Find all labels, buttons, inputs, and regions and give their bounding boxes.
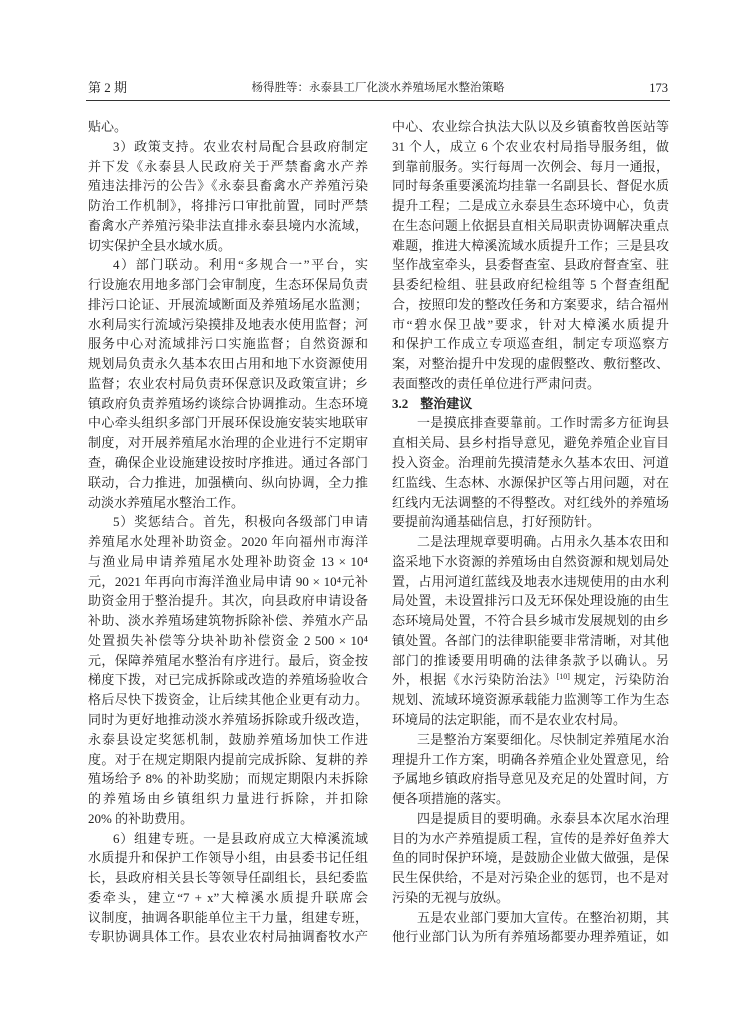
text-line: 投入资金。治理前先摸清楚永久基本农田、河道	[392, 455, 669, 471]
section-heading	[392, 394, 669, 414]
text-line: 联动，合力推进，加强横向、纵向协调，全力推	[88, 474, 368, 490]
page-number: 173	[649, 81, 668, 95]
text-line: 难题，推进大樟溪流域水质提升工作；三是县攻	[392, 237, 669, 253]
text-line: 提升工程；二是成立永泰县生态环境中心，负责	[392, 198, 669, 214]
text-line: 理提升工作方案，明确各养殖企业处置意见，给	[392, 751, 669, 767]
text-line: 殖违法排污的公告》《永泰县畜禽水产养殖污染	[88, 178, 368, 194]
text-line: 监督；农业农村局负责环保意识及政策宣讲；乡	[88, 375, 368, 391]
paragraph-suggestion-1	[392, 413, 669, 532]
running-title: 杨得胜等：永泰县工厂化淡水养殖场尾水整治策略	[251, 82, 505, 94]
text-line: 红监线、生态林、水源保护区等占用问题，对在	[392, 474, 669, 490]
text-line: 目的为水产养殖提质工程，宣传的是养好鱼养大	[392, 830, 669, 846]
text-line: 要提前沟通基础信息，打好预防针。	[392, 514, 601, 530]
text-line: 行设施农用地多部门会审制度，生态环保局负责	[88, 277, 368, 293]
text-line: 镇政府负责养殖场约谈综合协调推动。生态环境	[88, 395, 368, 411]
text-line: 元，2021 年再向市海洋渔业局申请 90 × 10⁴元补	[88, 573, 368, 589]
text-line: 永泰县设定奖惩机制，鼓励养殖场加快工作进	[88, 731, 368, 747]
text-line: 红线内无法调整的不得整改。对红线外的养殖场	[392, 494, 669, 510]
text-line: 坚作战室牵头，县委督查室、县政府督查室、驻	[392, 257, 669, 273]
text-line: 排污口论证、开展流域断面及养殖场尾水监测；	[88, 296, 368, 312]
text-line: 和保护工作成立专项巡查组，制定专项巡察方	[392, 336, 669, 352]
running-header	[86, 79, 670, 101]
text-line: 在生态问题上依据县直相关局职责协调解决重点	[392, 217, 669, 233]
text-line: 环境局的法定职能，而不是农业农村局。	[392, 711, 627, 727]
text-line: 中心牵头组织多部门开展环保设施安装实地联审	[88, 415, 368, 431]
text-line: 二是法理规章要明确。占用永久基本农田和	[417, 534, 669, 550]
text-line: 同时每条重要溪流均挂靠一名副县长、督促水质	[392, 178, 669, 194]
text-line: 表面整改的责任单位进行严肃问责。	[392, 375, 601, 391]
text-line: 三是整治方案要细化。尽快制定养殖尾水治	[417, 731, 669, 747]
text-line: 6）组建专班。一是县政府成立大樟溪流域	[113, 830, 368, 846]
text-line: 盗采地下水资源的养殖场由自然资源和规划局处	[392, 553, 669, 569]
text-line: 动淡水养殖尾水整治工作。	[88, 494, 245, 510]
text-line: 合，按照印发的整改任务和方案要求，结合福州	[392, 296, 669, 312]
section-title: 整治建议	[420, 395, 473, 411]
text-line: 殖场给予 8% 的补助奖励；而规定期限内未拆除	[88, 771, 368, 787]
text-line: 四是提质目的要明确。永泰县本次尾水治理	[417, 810, 669, 826]
text-line: 市“碧水保卫战”要求，针对大樟溪水质提升	[392, 316, 669, 332]
text-line: 梯度下拨，对已完成拆除或改造的养殖场验收合	[88, 672, 368, 688]
text-line: 他行业部门认为所有养殖场都要办理养殖证，如	[392, 929, 669, 945]
text-line: 5）奖惩结合。首先，积极向各级部门申请	[113, 514, 368, 530]
text-line: 中心、农业综合执法大队以及乡镇畜牧兽医站等	[392, 119, 669, 134]
text-line: 委牵头，建立“7 + x”大樟溪水质提升联席会	[88, 889, 368, 905]
text-line: 养殖尾水处理补助资金。2020 年向福州市海洋	[88, 534, 368, 550]
text-line: 畜禽水产养殖污染非法直排永泰县境内水流域，	[88, 217, 368, 233]
text-line: 便各项措施的落实。	[392, 791, 510, 807]
text-line: 污染的无视与放纵。	[392, 889, 510, 905]
text-line: 与渔业局申请养殖尾水处理补助资金 13 × 10⁴	[88, 553, 368, 569]
paragraph-suggestion-3	[392, 730, 669, 809]
text-line: 元，保障养殖尾水整治有序进行。最后，资金按	[88, 652, 368, 668]
text-segment: 外，根据《水污染防治法》	[392, 672, 557, 688]
text-line: 制度，对开展养殖尾水治理的企业进行不定期审	[88, 435, 368, 451]
text-line: 五是农业部门要加大宣传。在整治初期，其	[417, 909, 669, 925]
text-line-with-citation	[392, 670, 669, 690]
text-line: 规划局负责永久基本农田占用和地下水资源使用	[88, 356, 368, 372]
text-line: 服务中心对流域排污口实施监督；自然资源和	[88, 336, 368, 352]
section-number: 3.2	[392, 395, 409, 411]
text-line: 并下发《永泰县人民政府关于严禁畜禽水产养	[88, 158, 368, 174]
text-line: 水质提升和保护工作领导小组，由县委书记任组	[88, 850, 368, 866]
text-line: 到靠前服务。实行每周一次例会、每月一通报，	[392, 158, 669, 174]
text-segment: 规定，污染防治	[572, 672, 669, 688]
text-line: 31 个人，成立 6 个农业农村局指导服务组，做	[392, 138, 669, 154]
text-line: 予属地乡镇政府指导意见及充足的处置时间，方	[392, 771, 669, 787]
text-line: 3）政策支持。农业农村局配合县政府制定	[113, 138, 368, 154]
text-line: 的养殖场由乡镇组织力量进行拆除，并扣除	[88, 791, 368, 807]
issue-number: 第 2 期	[88, 80, 128, 95]
text-line: 20% 的补助费用。	[88, 810, 194, 826]
text-line: 水利局实行流域污染摸排及地表水使用监督；河	[88, 316, 368, 332]
text-line: 鱼的同时保护环境，是鼓励企业做大做强，是保	[392, 850, 669, 866]
text-line: 民生保供给，不是对污染企业的惩罚，也不是对	[392, 870, 669, 886]
text-line: 4）部门联动。利用“多规合一”平台，实	[113, 257, 368, 273]
text-line: 格后尽快下拨资金，让后续其他企业更有动力。	[88, 692, 368, 708]
text-line: 贴心。	[88, 119, 128, 134]
paragraph-department-linkage	[88, 255, 368, 512]
text-line: 部门的推诿要用明确的法律条款予以确认。另	[392, 652, 669, 668]
text-line: 一是摸底排查要靠前。工作时需多方征询县	[417, 415, 669, 431]
text-line: 防治工作机制》，将排污口审批前置，同时严禁	[88, 198, 368, 214]
text-line: 补助、淡水养殖场建筑物拆除补偿、养殖水产品	[88, 613, 368, 629]
paragraph-suggestion-5	[392, 908, 669, 948]
left-column	[88, 117, 368, 947]
text-line: 态环境局处置，不符合县乡城市发展规划的由乡	[392, 613, 669, 629]
text-line: 处置损失补偿等分块补助补偿资金 2 500 × 10⁴	[88, 632, 368, 648]
text-line: 直相关局、县乡村指导意见，避免养殖企业盲目	[392, 435, 669, 451]
text-line: 规划、流域环境资源承载能力监测等工作为生态	[392, 692, 669, 708]
text-line: 助资金用于整治提升。其次，向县政府申请设备	[88, 593, 368, 609]
text-line: 同时为更好地推动淡水养殖场拆除或升级改造，	[88, 711, 368, 727]
paragraph-continuation	[88, 117, 368, 137]
paragraph-suggestion-2	[392, 532, 669, 730]
text-line: 查，确保企业设施建设按时序推进。通过各部门	[88, 455, 368, 471]
text-line: 议制度，抽调各职能单位主干力量，组建专班，	[88, 909, 368, 925]
paragraph-policy-support	[88, 137, 368, 256]
text-line: 置，占用河道红蓝线及地表水违规使用的由水利	[392, 573, 669, 589]
paragraph-rewards-penalties	[88, 512, 368, 828]
paragraph-suggestion-4	[392, 809, 669, 908]
text-line: 切实保护全县水域水质。	[88, 237, 232, 253]
text-line: 长，县政府相关县长等领导任副组长，县纪委监	[88, 870, 368, 886]
text-line: 镇处置。各部门的法律职能要非常清晰，对其他	[392, 632, 669, 648]
text-line: 案，对整治提升中发现的虚假整改、敷衍整改、	[392, 356, 669, 372]
text-line: 度。对于在规定期限内提前完成拆除、复耕的养	[88, 751, 368, 767]
citation-reference[interactable]: [10]	[556, 672, 570, 682]
text-line: 局处置，未设置排污口及无环保处理设施的由生	[392, 593, 669, 609]
text-line: 专职协调具体工作。县农业农村局抽调畜牧水产	[88, 929, 368, 945]
right-column	[392, 117, 669, 947]
paragraph-task-force-continuation	[392, 117, 669, 394]
paragraph-task-force	[88, 829, 368, 948]
text-line: 县委纪检组、驻县政府纪检组等 5 个督查组配	[392, 277, 669, 293]
